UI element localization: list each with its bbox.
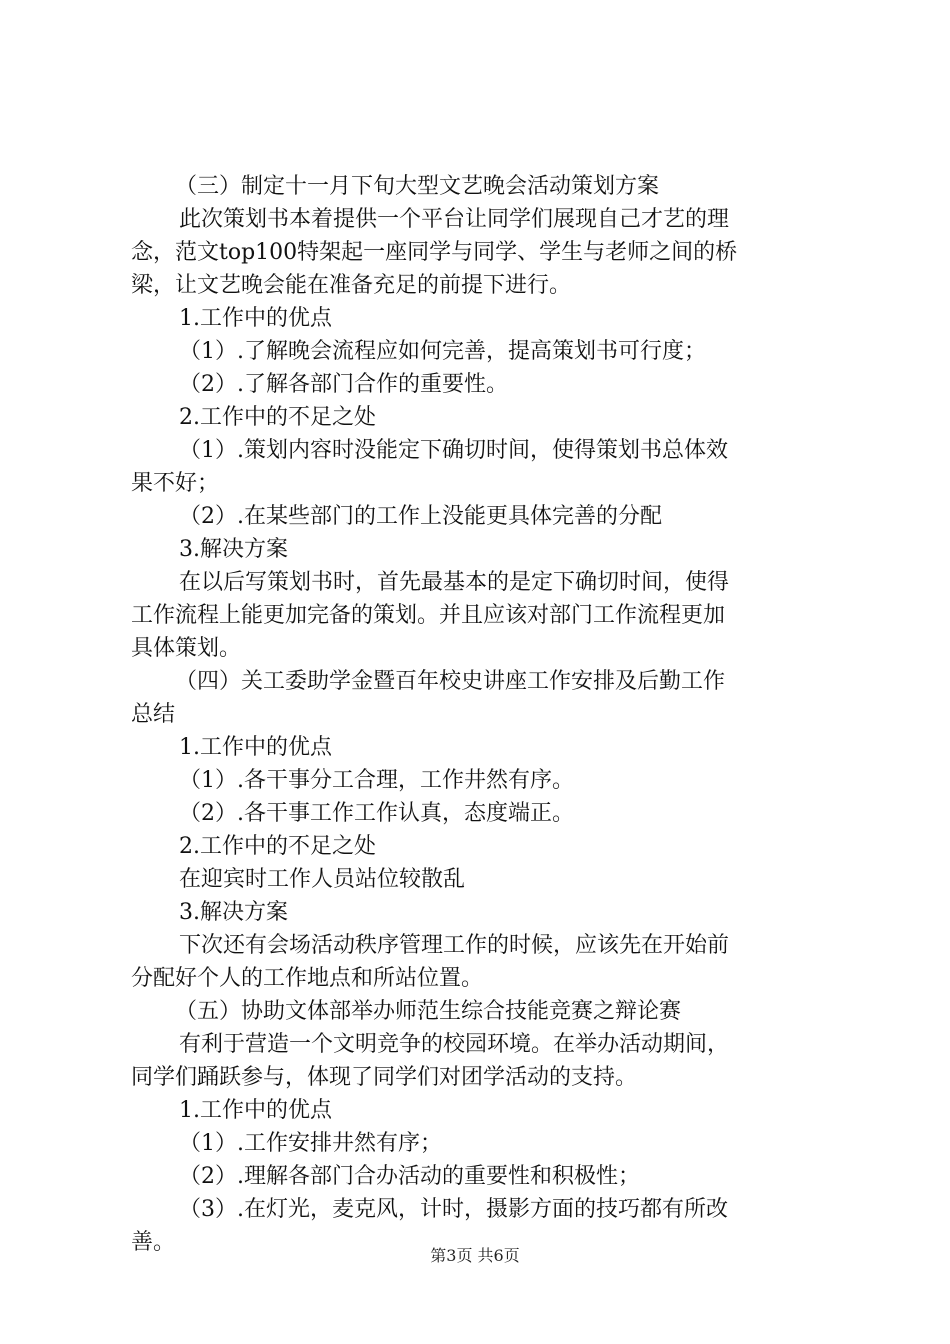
subheading-strengths: 1.工作中的优点 <box>179 306 332 331</box>
document-body <box>131 170 831 1259</box>
list-item-continuation: 果不好； <box>131 471 220 496</box>
list-item: （1）.工作安排井然有序； <box>179 1131 442 1156</box>
section-heading-3: （三）制定十一月下旬大型文艺晚会活动策划方案 <box>175 174 660 199</box>
list-item: （2）.了解各部门合作的重要性。 <box>179 372 508 397</box>
subheading-solution: 3.解决方案 <box>179 537 288 562</box>
paragraph-line: 工作流程上能更加完备的策划。并且应该对部门工作流程更加 <box>131 603 726 628</box>
paragraph-line: 下次还有会场活动秩序管理工作的时候，应该先在开始前 <box>179 933 730 958</box>
subheading-shortcomings: 2.工作中的不足之处 <box>179 405 376 430</box>
paragraph-line: 在迎宾时工作人员站位较散乱 <box>179 867 466 892</box>
list-item: （2）.理解各部门合办活动的重要性和积极性； <box>179 1164 640 1189</box>
subheading-strengths: 1.工作中的优点 <box>179 735 332 760</box>
paragraph-line: 此次策划书本着提供一个平台让同学们展现自己才艺的理 <box>179 207 730 232</box>
paragraph-line: 念，范文top100特架起一座同学与同学、学生与老师之间的桥 <box>131 240 738 265</box>
section-heading-4: （四）关工委助学金暨百年校史讲座工作安排及后勤工作 <box>175 669 726 694</box>
paragraph-line: 在以后写策划书时，首先最基本的是定下确切时间，使得 <box>179 570 730 595</box>
paragraph-line: 梁，让文艺晚会能在准备充足的前提下进行。 <box>131 273 572 298</box>
list-item: （1）.了解晚会流程应如何完善，提高策划书可行度； <box>179 339 706 364</box>
list-item: （3）.在灯光，麦克风，计时，摄影方面的技巧都有所改 <box>179 1197 728 1222</box>
paragraph-line: 有利于营造一个文明竞争的校园环境。在举办活动期间， <box>179 1032 730 1057</box>
paragraph-line: 分配好个人的工作地点和所站位置。 <box>131 966 484 991</box>
list-item: （2）.在某些部门的工作上没能更具体完善的分配 <box>179 504 662 529</box>
list-item: （2）.各干事工作工作认真，态度端正。 <box>179 801 574 826</box>
page-number-footer: 第3页 共6页 <box>430 1246 520 1265</box>
subheading-strengths: 1.工作中的优点 <box>179 1098 332 1123</box>
section-heading-5: （五）协助文体部举办师范生综合技能竞赛之辩论赛 <box>175 999 682 1024</box>
paragraph-line: 具体策划。 <box>131 636 242 661</box>
section-heading-continuation: 总结 <box>131 702 176 727</box>
list-item: （1）.策划内容时没能定下确切时间，使得策划书总体效 <box>179 438 728 463</box>
subheading-solution: 3.解决方案 <box>179 900 288 925</box>
subheading-shortcomings: 2.工作中的不足之处 <box>179 834 376 859</box>
list-item: （1）.各干事分工合理，工作井然有序。 <box>179 768 574 793</box>
list-item-continuation: 善。 <box>131 1230 176 1255</box>
paragraph-line: 同学们踊跃参与，体现了同学们对团学活动的支持。 <box>131 1065 638 1090</box>
